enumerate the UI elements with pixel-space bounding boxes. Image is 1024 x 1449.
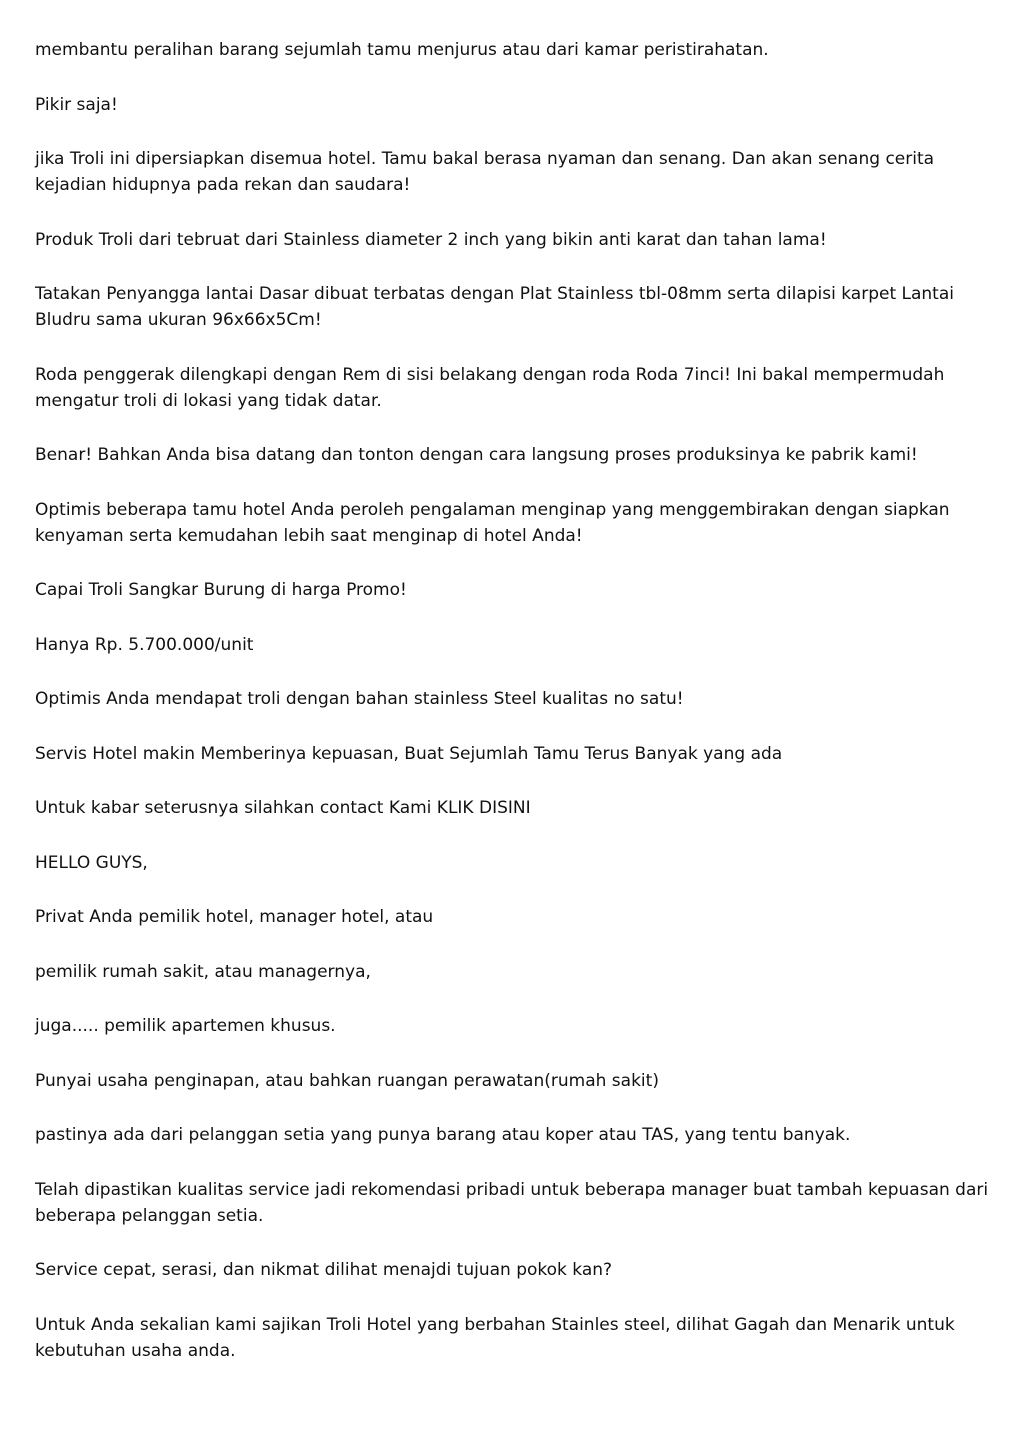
paragraph-22: Untuk Anda sekalian kami sajikan Troli Hotel yang berbahan Stainles steel, dilihat Gagah dan Menarik untuk kebutuhan usaha anda.	[35, 1314, 955, 1361]
paragraph-15: Privat Anda pemilik hotel, manager hotel, atau	[35, 907, 434, 927]
paragraph-7: Benar! Bahkan Anda bisa datang dan tonton dengan cara langsung proses produksinya ke pabrik kami!	[35, 445, 918, 465]
paragraph-1: membantu peralihan barang sejumlah tamu menjurus atau dari kamar peristirahatan.	[35, 40, 769, 60]
greeting-heading: HELLO GUYS,	[35, 852, 148, 873]
paragraph-11: Optimis Anda mendapat troli dengan bahan stainless Steel kualitas no satu!	[35, 689, 684, 709]
paragraph-19: pastinya ada dari pelanggan setia yang punya barang atau koper atau TAS, yang tentu banyak.	[35, 1125, 851, 1145]
price-text: Hanya Rp. 5.700.000/unit	[35, 634, 254, 655]
paragraph-20: Telah dipastikan kualitas service jadi rekomendasi pribadi untuk beberapa manager buat tambah kepuasan dari beberapa pelanggan setia.	[35, 1179, 989, 1226]
paragraph-2: Pikir saja!	[35, 94, 118, 115]
paragraph-21: Service cepat, serasi, dan nikmat dilihat menajdi tujuan pokok kan?	[35, 1260, 613, 1280]
paragraph-18: Punyai usaha penginapan, atau bahkan ruangan perawatan(rumah sakit)	[35, 1070, 659, 1091]
paragraph-8: Optimis beberapa tamu hotel Anda peroleh pengalaman menginap yang menggembirakan dengan siapkan kenyaman serta kemudahan lebih saat menginap di hotel Anda!	[35, 499, 950, 546]
paragraph-12: Servis Hotel makin Memberinya kepuasan, Buat Sejumlah Tamu Terus Banyak yang ada	[35, 743, 783, 764]
paragraph-16: pemilik rumah sakit, atau managernya,	[35, 961, 371, 982]
promo-heading: Capai Troli Sangkar Burung di harga Promo!	[35, 580, 407, 600]
document-page	[35, 37, 990, 1392]
paragraph-4: Produk Troli dari tebruat dari Stainless diameter 2 inch yang bikin anti karat dan tahan lama!	[35, 229, 827, 250]
paragraph-6: Roda penggerak dilengkapi dengan Rem di sisi belakang dengan roda Roda 7inci! Ini bakal mempermudah mengatur troli di lokasi yang tidak datar.	[35, 364, 945, 411]
paragraph-5: Tatakan Penyangga lantai Dasar dibuat terbatas dengan Plat Stainless tbl-08mm serta dilapisi karpet Lantai Bludru sama ukuran 96x66x5Cm!	[35, 284, 954, 330]
contact-paragraph: Untuk kabar seterusnya silahkan contact Kami KLIK DISINI	[35, 798, 531, 818]
paragraph-17: juga..... pemilik apartemen khusus.	[35, 1016, 336, 1036]
paragraph-3: jika Troli ini dipersiapkan disemua hotel. Tamu bakal berasa nyaman dan senang. Dan akan senang cerita kejadian hidupnya pada rekan dan saudara!	[35, 149, 935, 195]
